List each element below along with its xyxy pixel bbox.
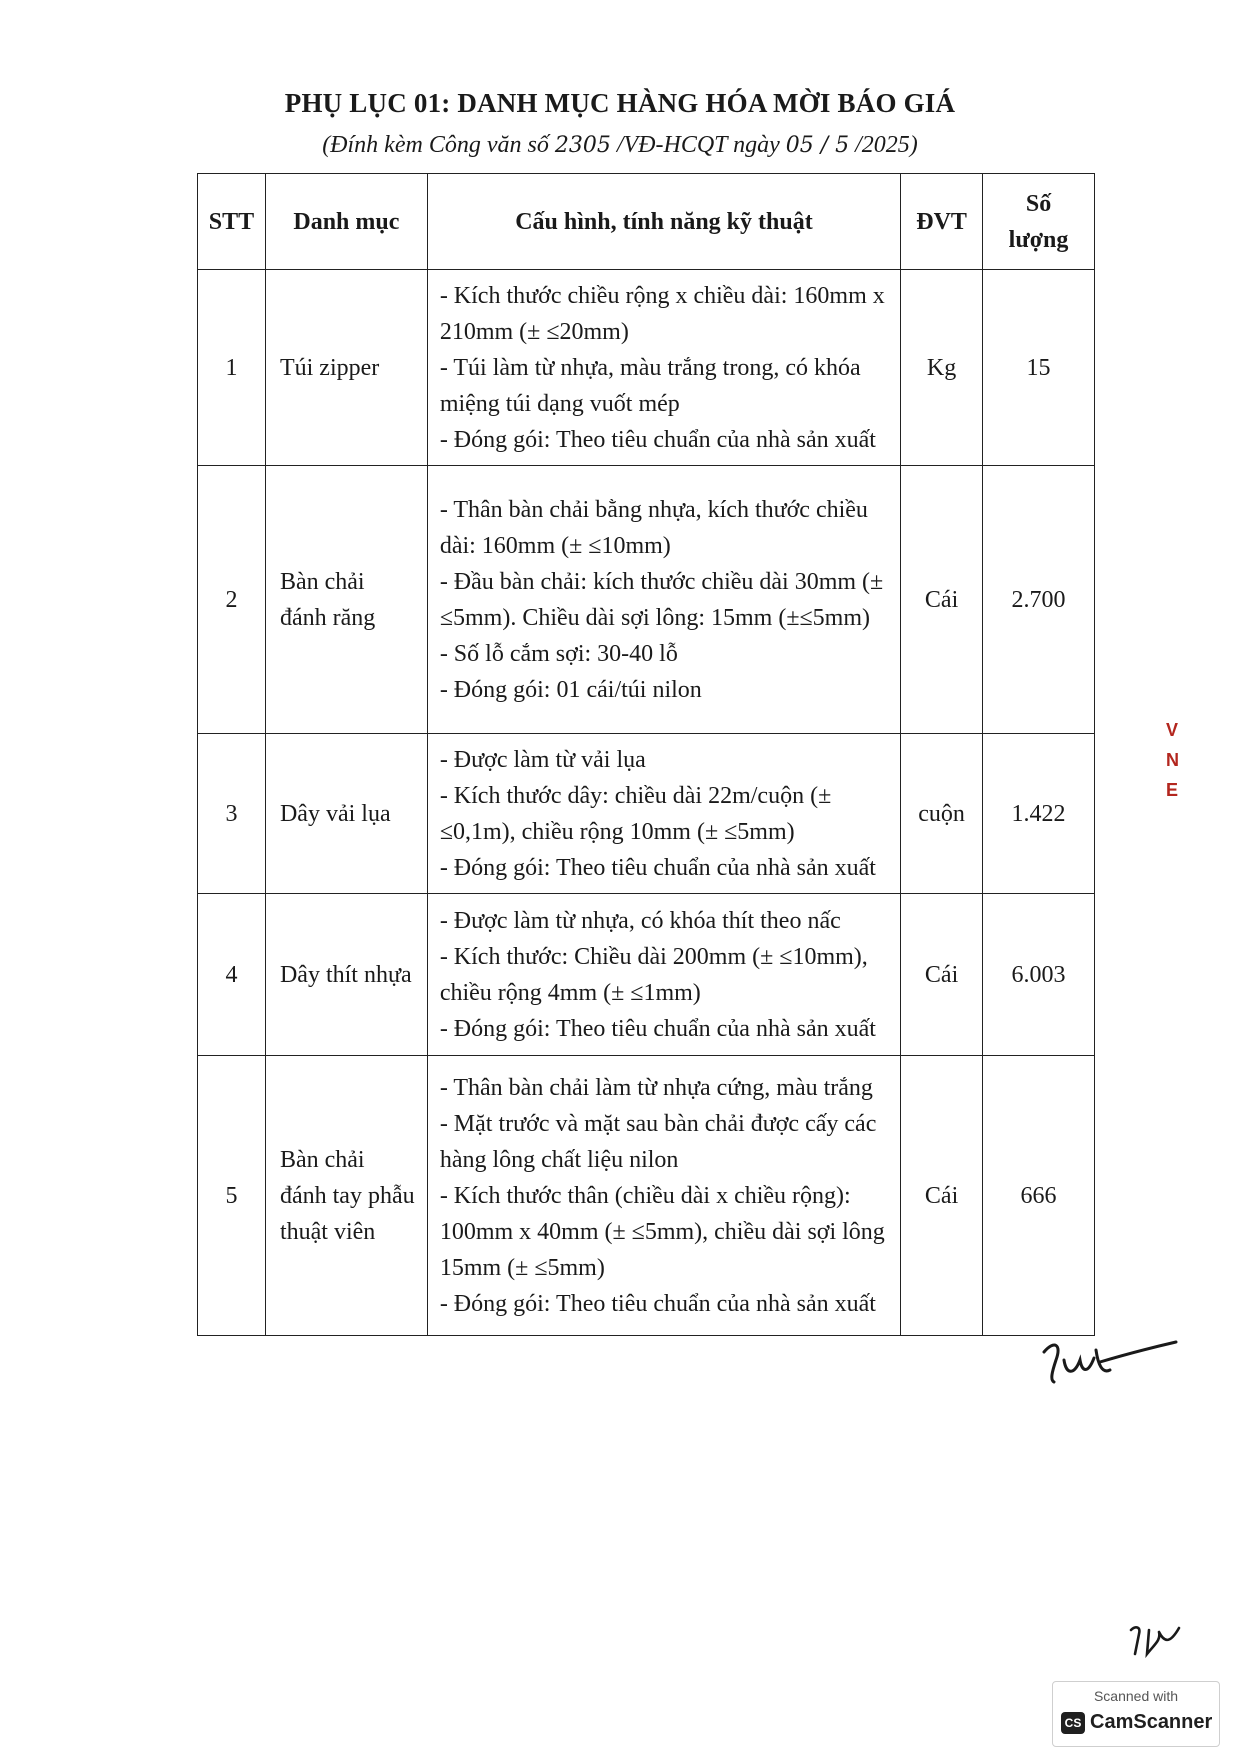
spec-line: - Thân bàn chải làm từ nhựa cứng, màu trắng bbox=[439, 1074, 873, 1101]
cell-quantity: 1.422 bbox=[983, 734, 1095, 894]
spec-line: - Đóng gói: Theo tiêu chuẩn của nhà sản xuất bbox=[439, 1015, 876, 1042]
header-unit: ĐVT bbox=[901, 174, 983, 270]
date-day: 05 bbox=[785, 133, 814, 158]
table-header-row bbox=[198, 174, 1095, 270]
date-separator: / bbox=[813, 133, 836, 158]
cell-spec bbox=[427, 1056, 900, 1336]
header-name: Danh mục bbox=[265, 174, 427, 270]
header-stt: STT bbox=[198, 174, 266, 270]
header-quantity bbox=[983, 174, 1095, 270]
cell-spec bbox=[427, 894, 900, 1056]
cell-quantity: 666 bbox=[983, 1056, 1095, 1336]
table-row bbox=[198, 734, 1095, 894]
document-number: 2305 bbox=[554, 133, 611, 158]
reference-middle: /VĐ-HCQT ngày bbox=[610, 132, 786, 158]
cell-stt: 4 bbox=[198, 894, 266, 1056]
spec-line: - Mặt trước và mặt sau bàn chải được cấy các hàng lông chất liệu nilon bbox=[439, 1110, 877, 1173]
spec-line: - Thân bàn chải bằng nhựa, kích thước chiều dài: 160mm (± ≤10mm) bbox=[439, 496, 868, 559]
handwritten-page-mark bbox=[1125, 1620, 1185, 1660]
cell-unit: cuộn bbox=[901, 734, 983, 894]
document-reference bbox=[0, 132, 1240, 159]
table-row bbox=[198, 1056, 1095, 1336]
spec-line: - Kích thước chiều rộng x chiều dài: 160mm x 210mm (± ≤20mm) bbox=[439, 282, 885, 345]
cell-stt: 5 bbox=[198, 1056, 266, 1336]
scanner-watermark bbox=[1052, 1681, 1220, 1747]
spec-line: - Đầu bàn chải: kích thước chiều dài 30mm (± ≤5mm). Chiều dài sợi lông: 15mm (±≤5mm) bbox=[439, 568, 884, 631]
date-month: 5 bbox=[835, 133, 850, 158]
table-row bbox=[198, 270, 1095, 466]
spec-line: - Kích thước dây: chiều dài 22m/cuộn (± ≤0,1m), chiều rộng 10mm (± ≤5mm) bbox=[439, 782, 832, 845]
cell-name: Túi zipper bbox=[265, 270, 427, 466]
spec-line: - Số lỗ cắm sợi: 30-40 lỗ bbox=[439, 640, 678, 667]
cell-stt: 3 bbox=[198, 734, 266, 894]
header-quantity-line2: lượng bbox=[1008, 226, 1069, 253]
cell-unit: Cái bbox=[901, 466, 983, 734]
page-title: PHỤ LỤC 01: DANH MỤC HÀNG HÓA MỜI BÁO GIÁ bbox=[284, 88, 956, 118]
camscanner-brand: CamScanner bbox=[1090, 1711, 1213, 1733]
cell-spec bbox=[427, 734, 900, 894]
spec-line: - Được làm từ vải lụa bbox=[439, 746, 646, 773]
cell-stt: 1 bbox=[198, 270, 266, 466]
cell-quantity: 15 bbox=[983, 270, 1095, 466]
cell-spec bbox=[427, 466, 900, 734]
cell-spec bbox=[427, 270, 900, 466]
cell-quantity: 2.700 bbox=[983, 466, 1095, 734]
stamp-fragment bbox=[1166, 715, 1200, 805]
scanned-with-text: Scanned with bbox=[1093, 1688, 1179, 1704]
cell-quantity: 6.003 bbox=[983, 894, 1095, 1056]
stamp-letter: E bbox=[1166, 780, 1179, 800]
cell-unit: Kg bbox=[901, 270, 983, 466]
cell-unit: Cái bbox=[901, 894, 983, 1056]
spec-line: - Túi làm từ nhựa, màu trắng trong, có khóa miệng túi dạng vuốt mép bbox=[439, 354, 861, 417]
cell-name: Bàn chải đánh răng bbox=[265, 466, 427, 734]
camscanner-logo-icon: CS bbox=[1061, 1712, 1085, 1734]
spec-line: - Kích thước thân (chiều dài x chiều rộng): 100mm x 40mm (± ≤5mm), chiều dài sợi lông 15mm (± ≤5mm) bbox=[439, 1182, 885, 1281]
signature-initials bbox=[1040, 1330, 1180, 1390]
spec-line: - Đóng gói: Theo tiêu chuẩn của nhà sản xuất bbox=[439, 854, 876, 881]
table-row bbox=[198, 894, 1095, 1056]
stamp-letter: V bbox=[1166, 720, 1179, 740]
cell-stt: 2 bbox=[198, 466, 266, 734]
header-spec: Cấu hình, tính năng kỹ thuật bbox=[427, 174, 900, 270]
spec-line: - Kích thước: Chiều dài 200mm (± ≤10mm), chiều rộng 4mm (± ≤1mm) bbox=[439, 943, 868, 1006]
stamp-letter: N bbox=[1166, 750, 1179, 770]
spec-line: - Được làm từ nhựa, có khóa thít theo nấc bbox=[439, 907, 841, 934]
cell-unit: Cái bbox=[901, 1056, 983, 1336]
table-row bbox=[198, 466, 1095, 734]
reference-prefix: (Đính kèm Công văn số bbox=[322, 132, 555, 158]
cell-name: Dây vải lụa bbox=[265, 734, 427, 894]
goods-table bbox=[197, 173, 1095, 1336]
header-quantity-line1: Số bbox=[1025, 190, 1052, 217]
cell-name: Dây thít nhựa bbox=[265, 894, 427, 1056]
spec-line: - Đóng gói: Theo tiêu chuẩn của nhà sản xuất bbox=[439, 1290, 876, 1317]
cell-name: Bàn chải đánh tay phẫu thuật viên bbox=[265, 1056, 427, 1336]
reference-suffix: /2025) bbox=[849, 132, 918, 158]
spec-line: - Đóng gói: Theo tiêu chuẩn của nhà sản xuất bbox=[439, 426, 876, 453]
spec-line: - Đóng gói: 01 cái/túi nilon bbox=[439, 676, 702, 703]
